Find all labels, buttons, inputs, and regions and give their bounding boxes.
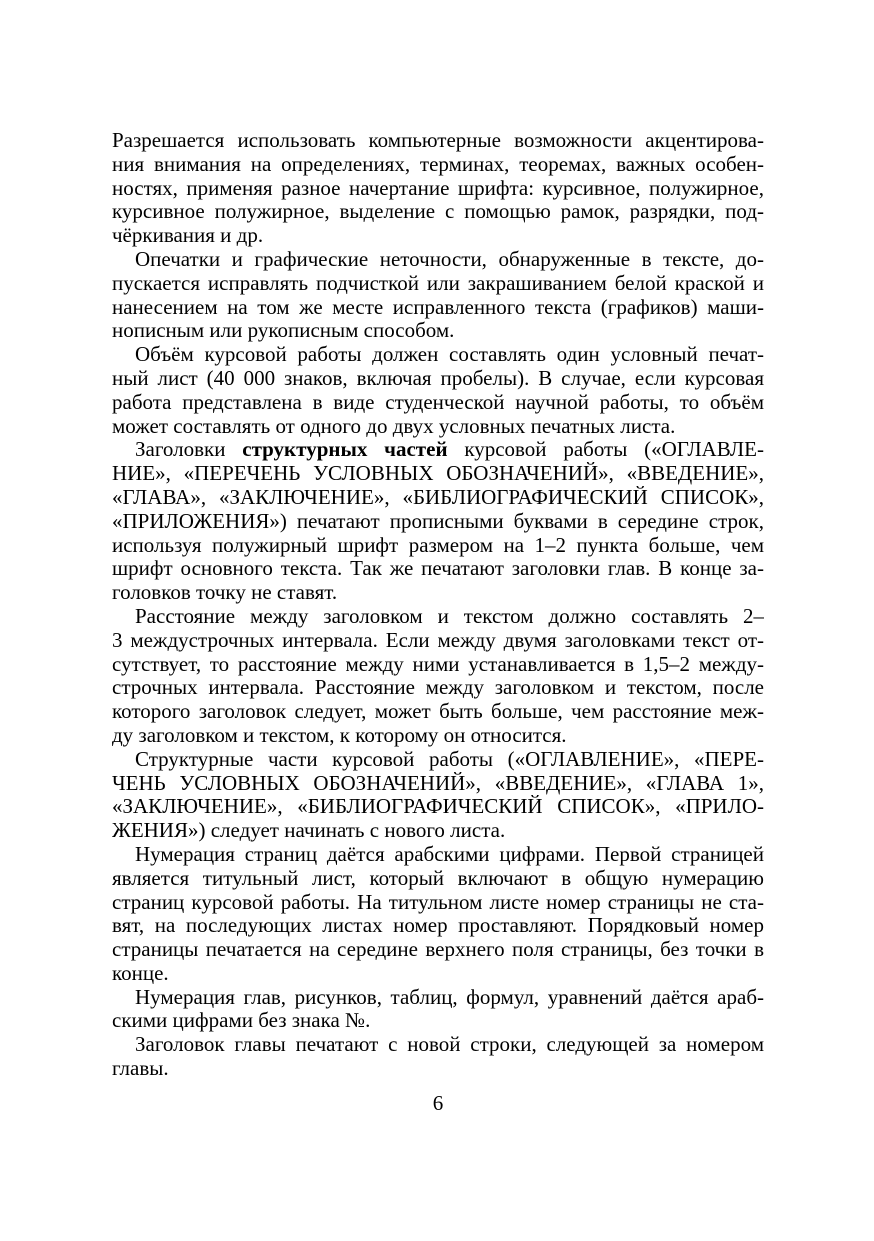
text-line: ЖЕНИЯ») следует начинать с нового листа. (112, 819, 506, 843)
paragraph (112, 1033, 764, 1081)
text-line: строчных интервала. Расстояние между заголовком и текстом, после (112, 676, 764, 700)
text-line: Объём курсовой работы должен составлять один условный печат- (135, 343, 764, 367)
text-line: «ГЛАВА», «ЗАКЛЮЧЕНИЕ», «БИБЛИОГРАФИЧЕСКИЙ СПИСОК», (112, 485, 764, 509)
text-line: «ЗАКЛЮЧЕНИЕ», «БИБЛИОГРАФИЧЕСКИЙ СПИСОК», «ПРИЛО- (112, 795, 764, 819)
text-line: вят, на последующих листах номер проставляют. Порядковый номер (112, 914, 764, 938)
text-line: Опечатки и графические неточности, обнаруженные в тексте, до- (135, 247, 764, 271)
paragraph (112, 248, 764, 343)
text-line: ния внимания на определениях, терминах, теоремах, важных особен- (112, 152, 764, 176)
text-line: может составлять от одного до двух условных печатных листа. (112, 414, 676, 438)
text-line: Нумерация страниц даётся арабскими цифрами. Первой страницей (135, 842, 764, 866)
text-line: Расстояние между заголовком и текстом должно составлять 2– (135, 604, 764, 628)
text-line: является титульный лист, который включают в общую нумерацию (112, 866, 764, 890)
text-line: Заголовок главы печатают с новой строки, следующей за номером (135, 1033, 764, 1057)
page-number: 6 (432, 1091, 444, 1115)
text-line: Структурные части курсовой работы («ОГЛАВЛЕНИЕ», «ПЕРЕ- (135, 747, 764, 771)
text-line: ностях, применяя разное начертание шрифта: курсивное, полужирное, (112, 176, 764, 200)
text-line: пускается исправлять подчисткой или закрашиванием белой краской и (112, 271, 764, 295)
paragraph (112, 438, 764, 605)
text-line: Разрешается использовать компьютерные возможности акцентирова- (112, 129, 764, 152)
paragraph (112, 605, 764, 748)
paragraph (112, 343, 764, 438)
text-line: которого заголовок следует, может быть больше, чем расстояние меж- (112, 700, 764, 724)
text-line: Заголовки структурных частей курсовой работы («ОГЛАВЛЕ- (135, 438, 764, 462)
paragraph (112, 843, 764, 986)
paragraph (112, 129, 764, 248)
text-line: шрифт основного текста. Так же печатают заголовки глав. В конце за- (112, 557, 764, 581)
text-line: нописным или рукописным способом. (112, 319, 455, 343)
text-line: скими цифрами без знака №. (112, 1009, 371, 1033)
text-line: главы. (112, 1057, 169, 1081)
text-line: чёркивания и др. (112, 224, 264, 248)
text-line: Нумерация глав, рисунков, таблиц, формул, уравнений даётся араб- (135, 985, 764, 1009)
text-line: головков точку не ставят. (112, 581, 338, 605)
text-line: страницы печатается на середине верхнего поля страницы, без точки в (112, 938, 764, 962)
text-line: страниц курсовой работы. На титульном листе номер страницы не ста- (112, 890, 764, 914)
text-line: курсивное полужирное, выделение с помощью рамок, разрядки, под- (112, 200, 764, 224)
paragraph (112, 986, 764, 1034)
page-text (112, 129, 764, 1081)
text-line: ный лист (40 000 знаков, включая пробелы). В случае, если курсовая (112, 366, 764, 390)
text-line: нанесением на том же месте исправленного текста (графиков) маши- (112, 295, 764, 319)
text-line: сутствует, то расстояние между ними устанавливается в 1,5–2 между- (112, 652, 764, 676)
text-line: используя полужирный шрифт размером на 1–2 пункта больше, чем (112, 533, 764, 557)
text-line: «ПРИЛОЖЕНИЯ») печатают прописными буквами в середине строк, (112, 509, 764, 533)
text-line: работа представлена в виде студенческой научной работы, то объём (112, 390, 764, 414)
text-line: 3 междустрочных интервала. Если между двумя заголовками текст от- (112, 628, 764, 652)
paragraph (112, 748, 764, 843)
text-line: ду заголовком и текстом, к которому он относится. (112, 723, 567, 747)
text-line: конце. (112, 961, 169, 985)
text-line: ЧЕНЬ УСЛОВНЫХ ОБОЗНАЧЕНИЙ», «ВВЕДЕНИЕ», «ГЛАВА 1», (112, 771, 764, 795)
text-line: НИЕ», «ПЕРЕЧЕНЬ УСЛОВНЫХ ОБОЗНАЧЕНИЙ», «ВВЕДЕНИЕ», (112, 462, 764, 486)
